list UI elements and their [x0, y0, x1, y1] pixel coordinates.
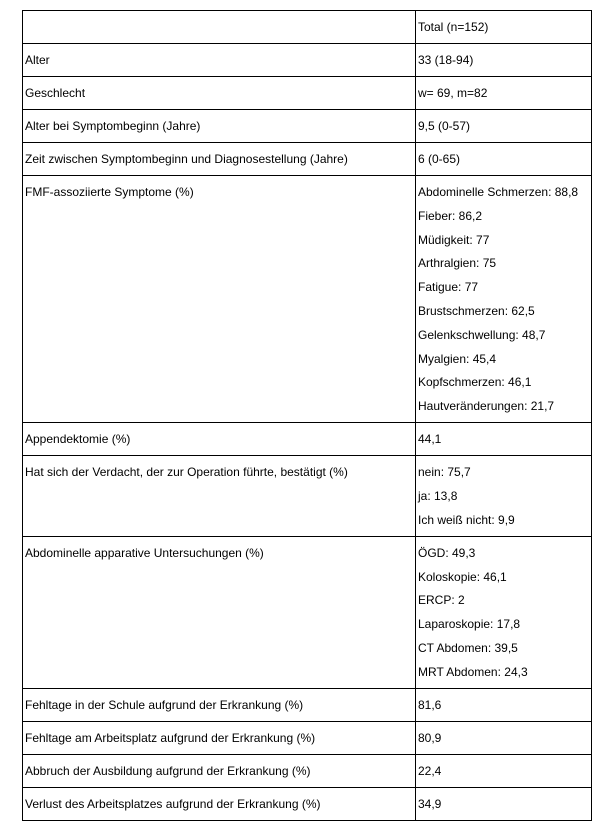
- row-label: Abbruch der Ausbildung aufgrund der Erkrankung (%): [23, 754, 416, 787]
- row-label: Appendektomie (%): [23, 423, 416, 456]
- row-value-cell: [416, 176, 592, 423]
- table-header-row: [23, 11, 592, 44]
- table-row: [23, 456, 592, 537]
- row-value: w= 69, m=82: [418, 86, 488, 100]
- row-value: Fatigue: 77: [418, 280, 479, 295]
- table-row: [23, 77, 592, 110]
- row-value: Hautveränderungen: 21,7: [418, 399, 555, 414]
- row-value: ja: 13,8: [418, 488, 458, 503]
- header-cell-label: [23, 11, 416, 44]
- row-label: Alter bei Symptombeginn (Jahre): [23, 110, 416, 143]
- table-row: [23, 787, 592, 820]
- row-value-cell: [416, 787, 592, 820]
- row-value-cell: [416, 44, 592, 77]
- row-value-cell: [416, 423, 592, 456]
- row-value: 81,6: [418, 697, 442, 712]
- table-row: [23, 44, 592, 77]
- row-label: FMF-assoziierte Symptome (%): [23, 176, 416, 423]
- row-value: Koloskopie: 46,1: [418, 569, 507, 584]
- row-label: Fehltage in der Schule aufgrund der Erkrankung (%): [23, 688, 416, 721]
- row-value: Fieber: 86,2: [418, 208, 483, 223]
- summary-table: [22, 10, 592, 821]
- row-label: Fehltage am Arbeitsplatz aufgrund der Erkrankung (%): [23, 721, 416, 754]
- header-cell-total: Total (n=152): [416, 11, 592, 44]
- row-value: 6 (0-65): [418, 152, 461, 166]
- table-row: [23, 176, 592, 423]
- row-value-cell: [416, 536, 592, 688]
- row-value: Müdigkeit: 77: [418, 232, 490, 247]
- table-row: [23, 688, 592, 721]
- row-value: 9,5 (0-57): [418, 119, 471, 133]
- row-label: Alter: [23, 44, 416, 77]
- row-value-cell: [416, 110, 592, 143]
- row-value-cell: [416, 688, 592, 721]
- row-value: Ich weiß nicht: 9,9: [418, 512, 515, 527]
- row-value: 22,4: [418, 763, 442, 778]
- row-value: Arthralgien: 75: [418, 256, 497, 271]
- table-row: [23, 423, 592, 456]
- table-body: [23, 11, 592, 821]
- row-value: MRT Abdomen: 24,3: [418, 664, 528, 679]
- row-value: 34,9: [418, 796, 442, 811]
- row-value: Abdominelle Schmerzen: 88,8: [418, 185, 579, 199]
- row-value-cell: [416, 456, 592, 537]
- row-value: ERCP: 2: [418, 593, 465, 608]
- table-row: [23, 110, 592, 143]
- table-row: [23, 536, 592, 688]
- row-value: 80,9: [418, 730, 442, 745]
- row-value: 44,1: [418, 432, 442, 447]
- row-value-cell: [416, 721, 592, 754]
- row-value: Kopfschmerzen: 46,1: [418, 375, 532, 390]
- table-row: [23, 754, 592, 787]
- row-label: Verlust des Arbeitsplatzes aufgrund der Erkrankung (%): [23, 787, 416, 820]
- table-row: [23, 721, 592, 754]
- row-value: ÖGD: 49,3: [418, 545, 476, 560]
- row-value-cell: [416, 754, 592, 787]
- row-value-cell: [416, 143, 592, 176]
- row-label: Hat sich der Verdacht, der zur Operation führte, bestätigt (%): [23, 456, 416, 537]
- table-row: [23, 143, 592, 176]
- row-value: CT Abdomen: 39,5: [418, 640, 518, 655]
- row-value: 33 (18-94): [418, 53, 474, 67]
- row-value: nein: 75,7: [418, 465, 471, 480]
- row-value-cell: [416, 77, 592, 110]
- row-label: Geschlecht: [23, 77, 416, 110]
- row-value: Gelenkschwellung: 48,7: [418, 327, 546, 342]
- row-value: Myalgien: 45,4: [418, 351, 497, 366]
- row-value: Laparoskopie: 17,8: [418, 617, 521, 632]
- row-label: Abdominelle apparative Untersuchungen (%): [23, 536, 416, 688]
- row-value: Brustschmerzen: 62,5: [418, 303, 535, 318]
- row-label: Zeit zwischen Symptombeginn und Diagnosestellung (Jahre): [23, 143, 416, 176]
